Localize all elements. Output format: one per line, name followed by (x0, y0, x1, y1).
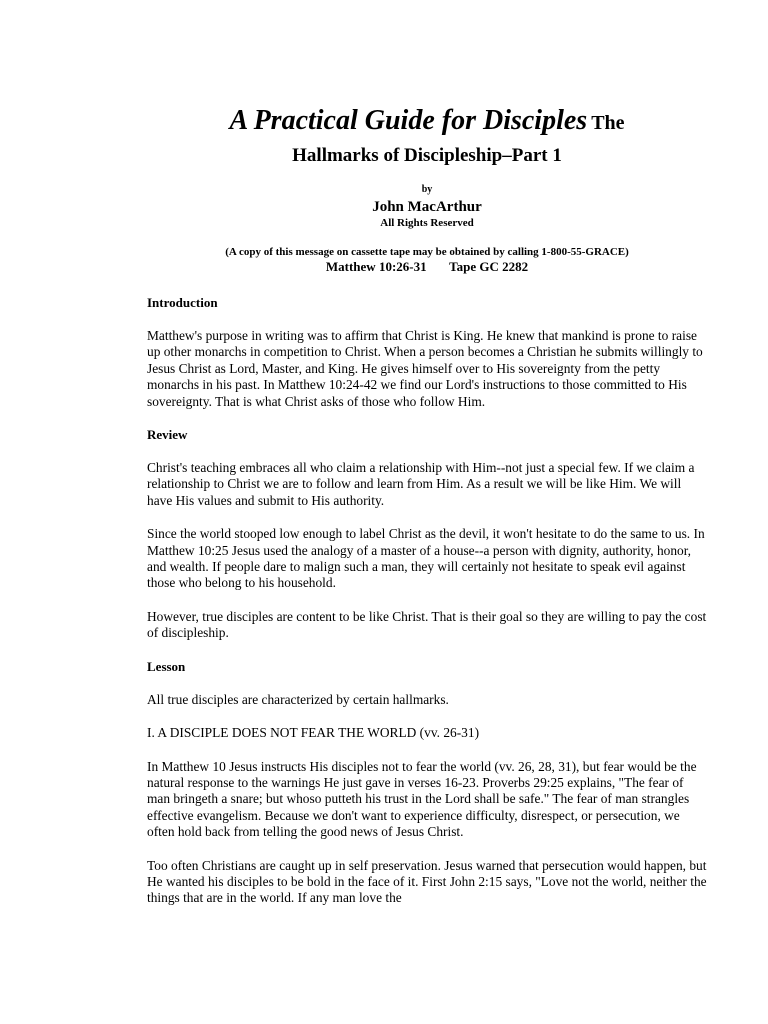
document-subtitle: Hallmarks of Discipleship–Part 1 (292, 145, 562, 166)
paragraph: Christ's teaching embraces all who claim a relationship with Him--not just a special few. If we claim a relationship to Christ we are to follow and learn from Him. As a result we will be like Him. We will have His values and submit to His authority. (147, 460, 695, 508)
scripture-reference: Matthew 10:26-31 (325, 259, 427, 274)
section-heading-review: Review (147, 427, 188, 443)
point-heading: I. A DISCIPLE DOES NOT FEAR THE WORLD (vv. 26-31) (147, 725, 480, 741)
paragraph: In Matthew 10 Jesus instructs His disciples not to fear the world (vv. 26, 28, 31), but fear would be the natural response to the warnings He just gave in verses 16-23. Proverbs 29:25 explains, "The fear of man bringeth a snare; but whoso putteth his trust in the Lord shall be safe." The fear of man strangles effective evangelism. Because we don't want to experience difficulty, disrespect, or persecution, we often hold back from telling the good news of Jesus Christ. (147, 758, 697, 840)
byline-by: by (421, 184, 433, 195)
section-heading-introduction: Introduction (147, 295, 218, 310)
title-main: A Practical Guide for Disciples (229, 105, 588, 136)
paragraph: Too often Christians are caught up in self preservation. Jesus warned that persecution would happen, but He wanted his disciples to be bold in the face of it. First John 2:15 says, "Love not the world, neither the things that are in the world. If any man love the (147, 857, 707, 906)
paragraph: Since the world stooped low enough to label Christ as the devil, it won't hesitate to do the same to us. In Matthew 10:25 Jesus used the analogy of a master of a house--a person with dignity, authority, honor, and wealth. If people dare to malign such a man, they will certainly not hesitate to speak evil against those who belong to his household. (147, 526, 705, 591)
rights-notice: All Rights Reserved (380, 217, 474, 229)
tape-number: Tape GC 2282 (449, 259, 529, 274)
document-body (147, 103, 707, 907)
paragraph: However, true disciples are content to be like Christ. That is their goal so they are willing to pay the cost of discipleship. (147, 608, 707, 641)
author-name: John MacArthur (372, 199, 482, 215)
document-title (147, 103, 707, 143)
scripture-line (147, 259, 707, 275)
title-suffix: The (591, 112, 625, 134)
paragraph: All true disciples are characterized by certain hallmarks. (147, 691, 449, 707)
paragraph: Matthew's purpose in writing was to affirm that Christ is King. He knew that mankind is prone to raise up other monarchs in competition to Christ. When a person becomes a Christian he submits willingly to Jesus Christ as Lord, Master, and King. He gives himself over to His sovereignty from the petty monarchs in his past. In Matthew 10:24-42 we find our Lord's instructions to those committed to His sovereignty. That is what Christ asks of those who follow Him. (147, 328, 703, 409)
copy-note: (A copy of this message on cassette tape may be obtained by calling 1-800-55-GRACE) (225, 246, 629, 258)
section-heading-lesson: Lesson (147, 658, 186, 674)
